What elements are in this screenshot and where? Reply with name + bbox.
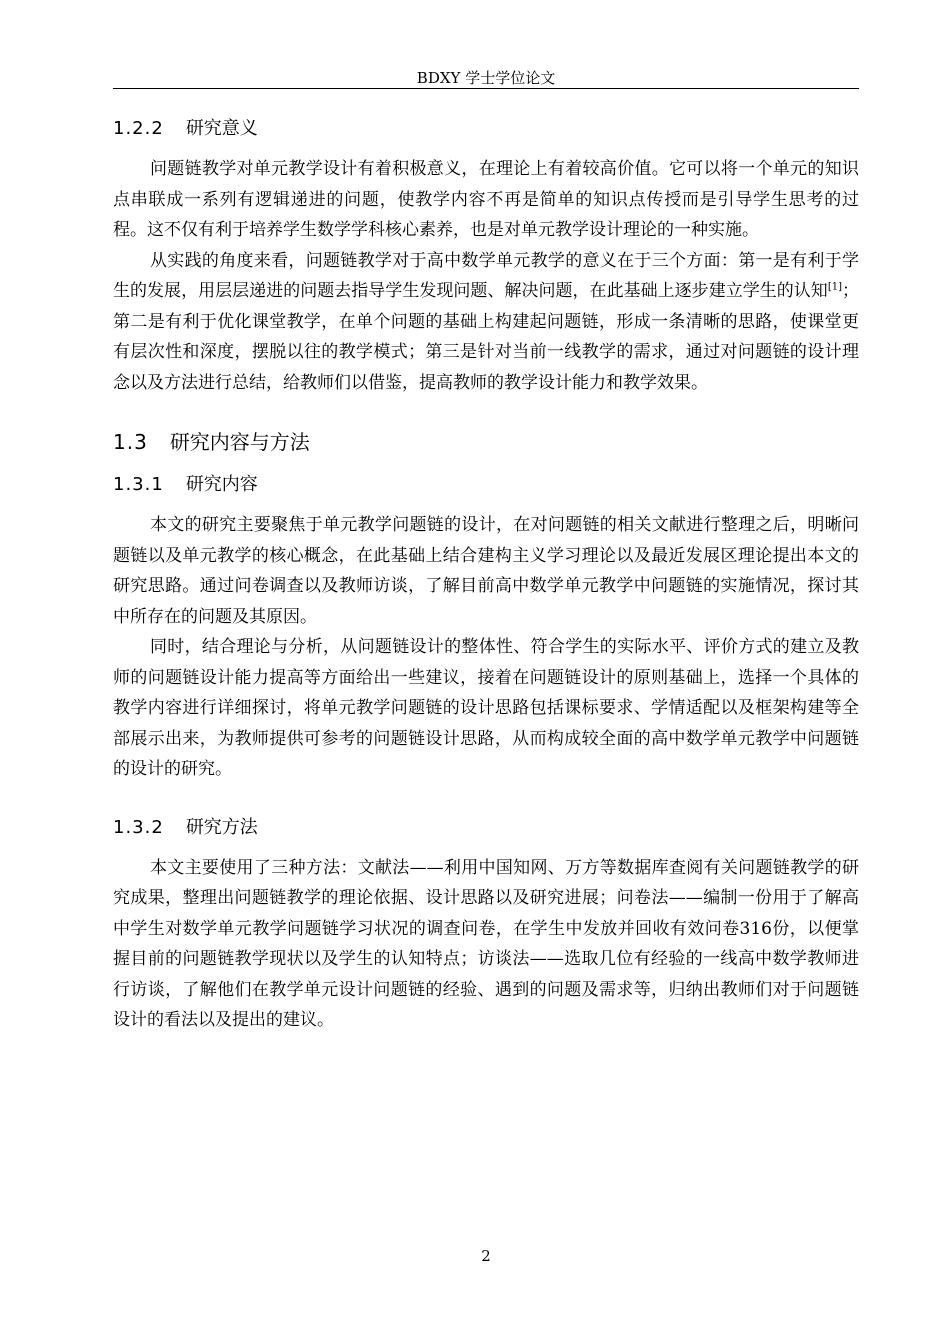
section-title: 研究内容	[185, 474, 258, 495]
section-title: 研究方法	[185, 816, 258, 838]
citation-marker: [1]	[827, 281, 842, 293]
running-header: BDXY 学士学位论文	[416, 69, 556, 87]
paragraph-text: ；第二是有利于优化课堂教学，在单个问题的基础上构建起问题链，形成一条清晰的思路，使课堂更有层次性和深度，摆脱以往的教学模式；第三是针对当前一线教学的需求，通过对问题链的设计理念以及方法进行总结，给教师们以借鉴，提高教师的教学设计能力和教学效果。	[113, 281, 859, 393]
section-heading-1-3-2	[113, 813, 859, 843]
section-heading-1-3-1	[113, 470, 859, 500]
paragraph: 本文主要使用了三种方法：文献法——利用中国知网、万方等数据库查阅有关问题链教学的研究成果，整理出问题链教学的理论依据、设计思路以及研究进展；问卷法——编制一份用于了解高中学生对数学单元教学问题链学习状况的调查问卷，在学生中发放并回收有效问卷316份，以便掌握目前的问题链教学现状以及学生的认知特点；访谈法——选取几位有经验的一线高中数学教师进行访谈，了解他们在教学单元设计问题链的经验、遇到的问题及需求等，归纳出教师们对于问题链设计的看法以及提出的建议。	[113, 857, 859, 1030]
section-heading-1-2-2	[113, 114, 859, 144]
section-number: 1.3	[113, 430, 148, 454]
paragraph: 问题链教学对单元教学设计有着积极意义，在理论上有着较高价值。它可以将一个单元的知识点串联成一系列有逻辑递进的问题，使教学内容不再是简单的知识点传授而是引导学生思考的过程。这不仅有利于培养学生数学学科核心素养，也是对单元教学设计理论的一种实施。	[113, 159, 859, 240]
section-number: 1.2.2	[113, 118, 164, 139]
header-divider	[113, 88, 859, 89]
page-number: 2	[481, 1247, 491, 1265]
paragraph-with-citation	[113, 246, 859, 399]
paragraph: 本文的研究主要聚焦于单元教学问题链的设计，在对问题链的相关文献进行整理之后，明晰问题链以及单元教学的核心概念，在此基础上结合建构主义学习理论以及最近发展区理论提出本文的研究思路。通过问卷调查以及教师访谈，了解目前高中数学单元教学中问题链的实施情况，探讨其中所存在的问题及其原因。	[113, 515, 859, 627]
paragraph: 同时，结合理论与分析，从问题链设计的整体性、符合学生的实际水平、评价方式的建立及教师的问题链设计能力提高等方面给出一些建议，接着在问题链设计的原则基础上，选择一个具体的教学内容进行详细探讨，将单元教学问题链的设计思路包括课标要求、学情适配以及框架构建等全部展示出来，为教师提供可参考的问题链设计思路，从而构成较全面的高中数学单元教学中问题链的设计的研究。	[113, 637, 859, 779]
section-number: 1.3.1	[113, 474, 164, 495]
page-body	[113, 114, 859, 1036]
section-number: 1.3.2	[113, 816, 164, 838]
section-title: 研究意义	[185, 118, 258, 139]
section-heading-1-3	[113, 426, 859, 458]
paragraph-text: 从实践的角度来看，问题链教学对于高中数学单元教学的意义在于三个方面：第一是有利于学生的发展，用层层递进的问题去指导学生发现问题、解决问题，在此基础上逐步建立学生的认知	[113, 250, 859, 301]
section-title: 研究内容与方法	[169, 430, 310, 454]
